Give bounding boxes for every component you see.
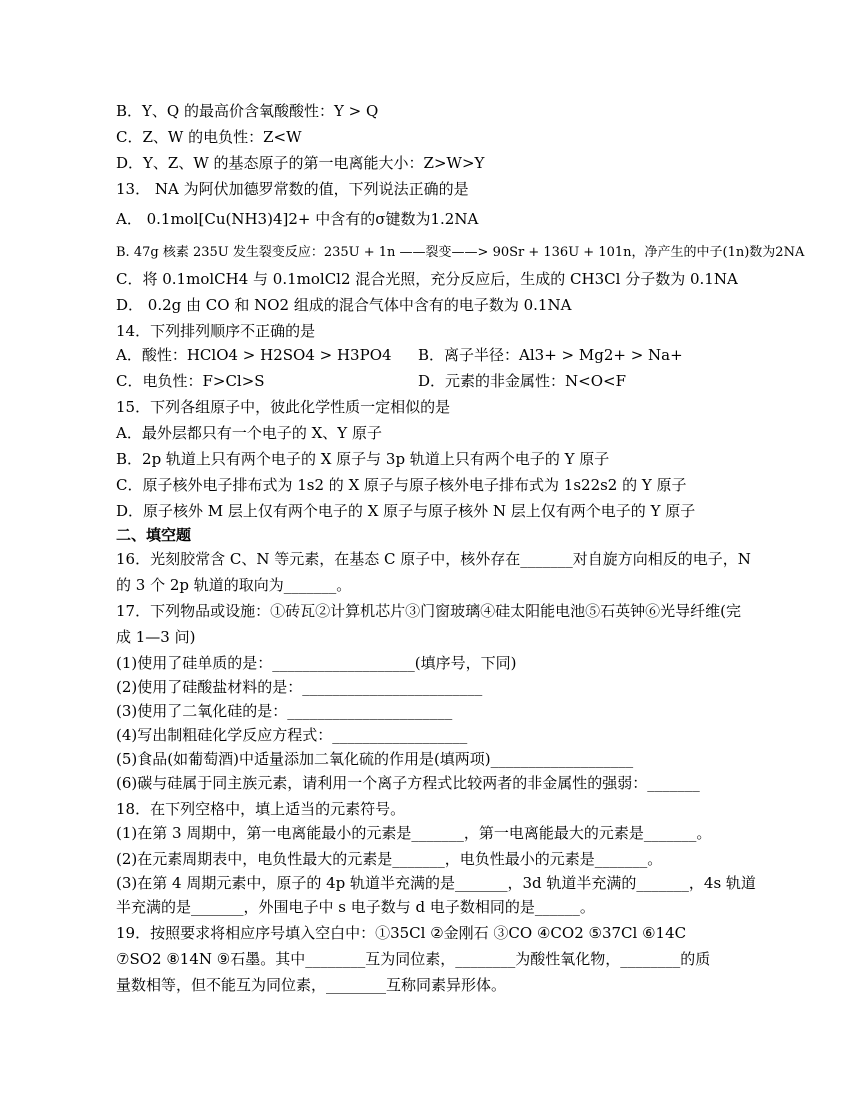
question-18-part3-line1: (3)在第 4 周期元素中，原子的 4p 轨道半充满的是_______，3d 轨道半充满的_______，4s 轨道 [116,874,756,892]
question-16-line2: 的 3 个 2p 轨道的取向为_______。 [116,576,352,594]
option-14a: A．酸性：HClO4 > H2SO4 > H3PO4 [116,346,392,364]
question-14: 14．下列排列顺序不正确的是 [116,322,316,340]
question-17-part4: (4)写出制粗硅化学反应方程式：__________________ [116,726,468,744]
option-15b: B．2p 轨道上只有两个电子的 X 原子与 3p 轨道上只有两个电子的 Y 原子 [116,450,610,468]
question-17-part1: (1)使用了硅单质的是：___________________(填序号，下同) [116,654,517,672]
question-17-part3: (3)使用了二氧化硅的是：______________________ [116,702,453,720]
option-14d: D．元素的非金属性：N<O<F [418,372,626,390]
question-19-line2: ⑦SO2 ⑧14N ⑨石墨。其中________互为同位素，________为酸性氧化物，________的质 [116,950,711,968]
question-18-part3-line2: 半充满的是_______，外围电子中 s 电子数与 d 电子数相同的是______。 [116,898,595,916]
option-13a: A． 0.1mol[Cu(NH3)4]2+ 中含有的σ键数为1.2NA [116,210,479,228]
question-17-line1: 17．下列物品或设施：①砖瓦②计算机芯片③门窗玻璃④硅太阳能电池⑤石英钟⑥光导纤维(完 [116,602,741,620]
option-13d: D． 0.2g 由 CO 和 NO2 组成的混合气体中含有的电子数为 0.1NA [116,296,572,314]
question-17-part6: (6)碳与硅属于同主族元素，请利用一个离子方程式比较两者的非金属性的强弱：_______ [116,774,700,792]
question-19-line1: 19．按照要求将相应序号填入空白中：①35Cl ②金刚石 ③CO ④CO2 ⑤37Cl ⑥14C [116,924,687,942]
option-15d: D．原子核外 M 层上仅有两个电子的 X 原子与原子核外 N 层上仅有两个电子的 Y 原子 [116,502,696,520]
option-13c: C．将 0.1molCH4 与 0.1molCl2 混合光照，充分反应后，生成的 CH3Cl 分子数为 0.1NA [116,270,738,288]
question-18: 18．在下列空格中，填上适当的元素符号。 [116,800,406,818]
option-14b: B．离子半径：Al3+ > Mg2+ > Na+ [418,346,683,364]
section-heading: 二、填空题 [116,526,192,544]
question-17-line2: 成 1—3 问) [116,628,196,646]
option-12b: B．Y、Q 的最高价含氧酸酸性：Y > Q [116,102,379,120]
option-14c: C．电负性：F>Cl>S [116,372,265,390]
question-16-line1: 16．光刻胶常含 C、N 等元素，在基态 C 原子中，核外存在_______对自旋方向相反的电子，N [116,550,751,568]
question-15: 15．下列各组原子中，彼此化学性质一定相似的是 [116,398,451,416]
question-17-part5: (5)食品(如葡萄酒)中适量添加二氧化硫的作用是(填两项)___________________ [116,750,634,768]
question-18-part2: (2)在元素周期表中，电负性最大的元素是_______，电负性最小的元素是_______。 [116,850,663,868]
question-18-part1: (1)在第 3 周期中，第一电离能最小的元素是_______，第一电离能最大的元素是_______。 [116,824,712,842]
question-13: 13． NA 为阿伏加德罗常数的值，下列说法正确的是 [116,180,469,198]
option-12d: D．Y、Z、W 的基态原子的第一电离能大小：Z>W>Y [116,154,485,172]
option-12c: C．Z、W 的电负性：Z<W [116,128,302,146]
question-19-line3: 量数相等，但不能互为同位素，________互称同素异形体。 [116,976,507,994]
option-15c: C．原子核外电子排布式为 1s2 的 X 原子与原子核外电子排布式为 1s22s2 的 Y 原子 [116,476,687,494]
question-17-part2: (2)使用了硅酸盐材料的是：________________________ [116,678,483,696]
option-15a: A．最外层都只有一个电子的 X、Y 原子 [116,424,382,442]
row-14cd [116,370,806,392]
option-13b: B. 47g 核素 235U 发生裂变反应：235U + 1n ——裂变——> 90Sr + 136U + 101n，净产生的中子(1n)数为2NA [116,245,805,260]
row-14ab [116,344,806,366]
